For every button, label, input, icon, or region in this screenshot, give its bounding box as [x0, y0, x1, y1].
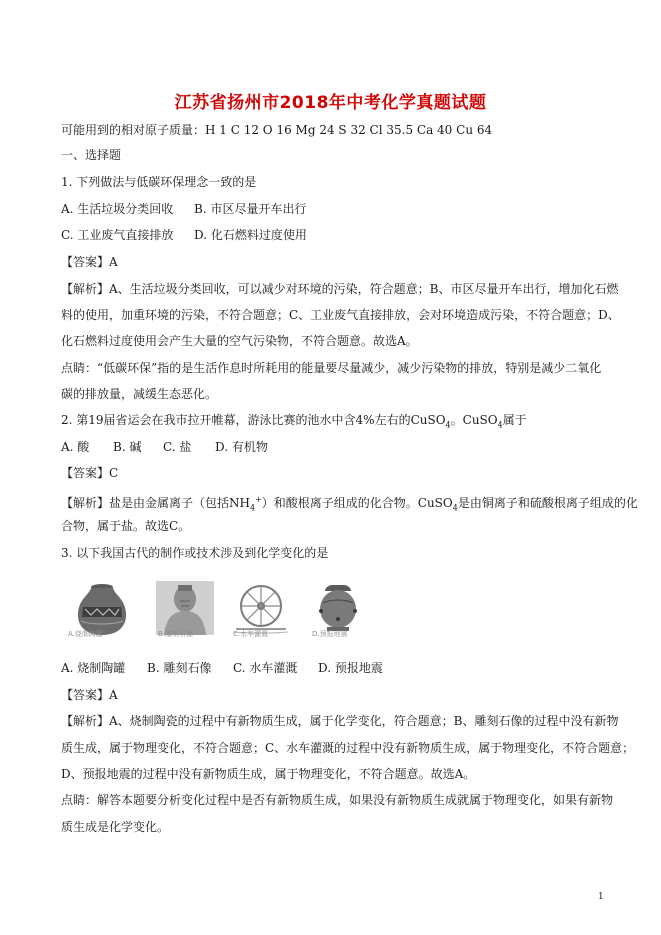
q3-option-d: D. 预报地震	[318, 661, 383, 675]
figure-caption-d: D.预报地震	[312, 630, 348, 638]
q3-analysis-line3: D、预报地震的过程中没有新物质生成，属于物理变化，不符合题意。故选A。	[61, 767, 476, 781]
atomic-masses: 可能用到的相对原子质量：H 1 C 12 O 16 Mg 24 S 32 Cl 35.5 Ca 40 Cu 64	[61, 123, 493, 137]
q2-stem: 2. 第19届省运会在我市拉开帷幕，游泳比赛的池水中含4%左右的CuSO$_4$。CuSO$_4$属于	[61, 413, 527, 430]
q1-option-c: C. 工业废气直接排放	[61, 228, 174, 242]
q2-answer: 【答案】C	[61, 466, 119, 480]
figure-caption-c: C.水车灌溉	[233, 630, 269, 638]
q2-analysis-line2: 合物，属于盐。故选C。	[61, 519, 191, 533]
q2-option-c: C. 盐	[163, 440, 192, 454]
q3-tip-line1: 点睛：解答本题要分析变化过程中是否有新物质生成，如果没有新物质生成就属于物理变化，如果有新物	[61, 793, 614, 807]
q2-option-a: A. 酸	[61, 440, 90, 454]
document-title: 江苏省扬州市2018年中考化学真题试题	[174, 93, 487, 113]
q1-option-b: B. 市区尽量开车出行	[194, 202, 307, 216]
q3-option-b: B. 雕刻石像	[147, 661, 212, 675]
q3-analysis-line1: 【解析】A、烧制陶瓷的过程中有新物质生成，属于化学变化，符合题意；B、雕刻石像的过程中没有新物	[61, 714, 619, 728]
q2-option-b: B. 碱	[113, 440, 142, 454]
page-number: 1	[598, 892, 604, 902]
q3-option-a: A. 烧制陶罐	[61, 661, 126, 675]
q1-option-d: D. 化石燃料过度使用	[194, 228, 307, 242]
q2-analysis-line1: 【解析】盐是由金属离子（包括$NH_4^+$）和酸根离子组成的化合物。CuSO$_4$是由铜离子和硫酸根离子组成的化	[61, 495, 638, 513]
q3-answer: 【答案】A	[61, 688, 118, 702]
figure-caption-a: A.烧制陶罐	[68, 630, 103, 638]
q1-tip-line1: 点睛：“低碳环保”指的是生活作息时所耗用的能量要尽量减少，减少污染物的排放，特别是减少二氧化	[61, 361, 602, 375]
figure-caption-b: B.雕刻石像	[158, 630, 194, 638]
q3-analysis-line2: 质生成，属于物理变化，不符合题意；C、水车灌溉的过程中没有新物质生成，属于物理变化，不符合题意；	[61, 741, 635, 755]
q1-answer: 【答案】A	[61, 255, 118, 269]
section-heading: 一、选择题	[61, 148, 122, 162]
q1-analysis-line3: 化石燃料过度使用会产生大量的空气污染物，不符合题意。故选A。	[61, 334, 418, 348]
q1-stem: 1. 下列做法与低碳环保理念一致的是	[61, 175, 257, 189]
q3-stem: 3. 以下我国古代的制作或技术涉及到化学变化的是	[61, 546, 329, 560]
q2-option-d: D. 有机物	[215, 440, 268, 454]
q1-tip-line2: 碳的排放量，减缓生态恶化。	[61, 387, 218, 401]
q3-option-c: C. 水车灌溉	[233, 661, 298, 675]
q1-analysis-line2: 料的使用，加重环境的污染，不符合题意；C、工业废气直接排放，会对环境造成污染，不符合题意；D、	[61, 308, 620, 322]
q1-analysis-line1: 【解析】A、生活垃圾分类回收，可以减少对环境的污染，符合题意；B、市区尽量开车出行，增加化石燃	[61, 282, 619, 296]
q1-option-a: A. 生活垃圾分类回收	[61, 202, 174, 216]
q3-tip-line2: 质生成是化学变化。	[61, 820, 170, 834]
